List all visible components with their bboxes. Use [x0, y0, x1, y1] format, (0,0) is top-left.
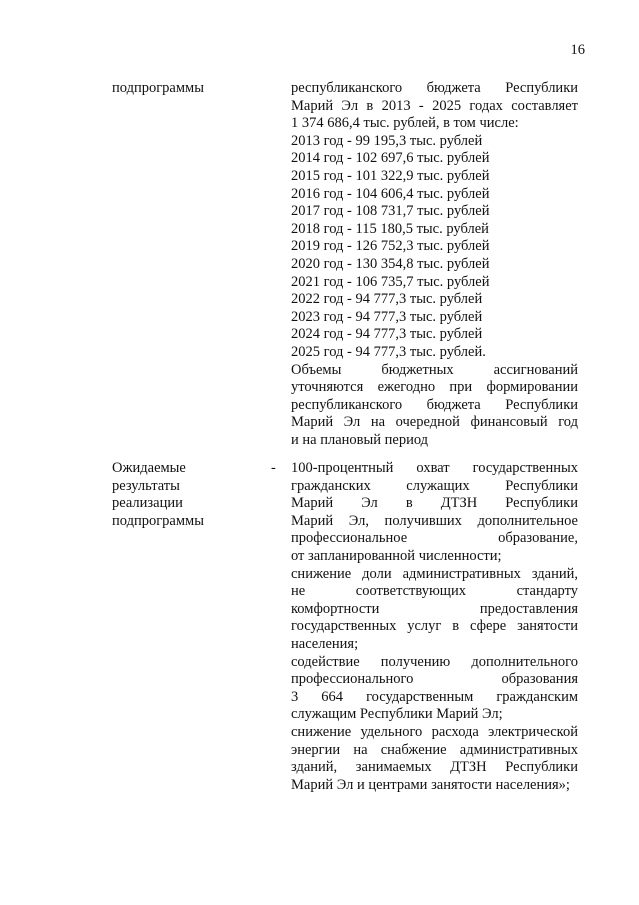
text-line: 2016 год - 104 606,4 тыс. рублей: [291, 185, 490, 202]
results-text: [291, 460, 578, 794]
page-number: 16: [570, 42, 585, 58]
text-line: профессионального образования: [291, 671, 578, 688]
text-line: Марий Эл, получивших дополнительное: [291, 512, 578, 529]
results-label-line: подпрограммы: [112, 512, 204, 529]
text-line: 3 664 государственным гражданским: [291, 688, 578, 705]
text-line: 2014 год - 102 697,6 тыс. рублей: [291, 150, 490, 167]
text-line: уточняются ежегодно при формировании: [291, 379, 578, 396]
text-line: зданий, занимаемых ДТЗН Республики: [291, 759, 578, 776]
text-line: не соответствующих стандарту: [291, 583, 578, 600]
text-line: и на плановый период: [291, 431, 429, 448]
text-line: Марий Эл на очередной финансовый год: [291, 414, 578, 431]
funding-label-line: подпрограммы: [112, 80, 204, 96]
text-line: республиканского бюджета Республики: [291, 80, 578, 96]
text-line: комфортности предоставления: [291, 600, 578, 617]
text-line: 2019 год - 126 752,3 тыс. рублей: [291, 238, 490, 255]
text-line: 100-процентный охват государственных: [291, 460, 578, 476]
text-line: от запланированной численности;: [291, 547, 502, 564]
text-line: Марий Эл в 2013 - 2025 годах составляет: [291, 97, 578, 114]
text-line: 2024 год - 94 777,3 тыс. рублей: [291, 326, 483, 343]
text-line: 2015 год - 101 322,9 тыс. рублей: [291, 167, 490, 184]
text-line: государственных услуг в сфере занятости: [291, 618, 578, 635]
funding-text: [291, 80, 578, 449]
text-line: 2020 год - 130 354,8 тыс. рублей: [291, 255, 490, 272]
text-line: гражданских служащих Республики: [291, 477, 578, 494]
text-line: энергии на снабжение административных: [291, 741, 578, 758]
text-line: профессиональное образование,: [291, 530, 578, 547]
results-dash: -: [271, 460, 276, 476]
text-line: 2018 год - 115 180,5 тыс. рублей: [291, 220, 489, 237]
text-line: 2023 год - 94 777,3 тыс. рублей: [291, 308, 483, 325]
text-line: Объемы бюджетных ассигнований: [291, 361, 578, 378]
text-line: содействие получению дополнительного: [291, 653, 578, 670]
text-line: служащим Республики Марий Эл;: [291, 706, 503, 723]
text-line: снижение доли административных зданий,: [291, 565, 578, 582]
results-label: [112, 460, 262, 530]
text-line: 1 374 686,4 тыс. рублей, в том числе:: [291, 115, 519, 132]
results-label-line: Ожидаемые: [112, 460, 186, 476]
text-line: снижение удельного расхода электрической: [291, 723, 578, 740]
text-line: Марий Эл в ДТЗН Республики: [291, 495, 578, 512]
results-label-line: результаты: [112, 477, 180, 494]
text-line: 2021 год - 106 735,7 тыс. рублей: [291, 273, 490, 290]
text-line: 2022 год - 94 777,3 тыс. рублей: [291, 291, 483, 308]
funding-label: [112, 80, 262, 98]
text-line: 2013 год - 99 195,3 тыс. рублей: [291, 132, 483, 149]
text-line: 2025 год - 94 777,3 тыс. рублей.: [291, 343, 486, 360]
text-line: республиканского бюджета Республики: [291, 396, 578, 413]
results-label-line: реализации: [112, 495, 183, 512]
text-line: Марий Эл и центрами занятости населения»;: [291, 776, 570, 793]
text-line: населения;: [291, 635, 359, 652]
text-line: 2017 год - 108 731,7 тыс. рублей: [291, 203, 490, 220]
